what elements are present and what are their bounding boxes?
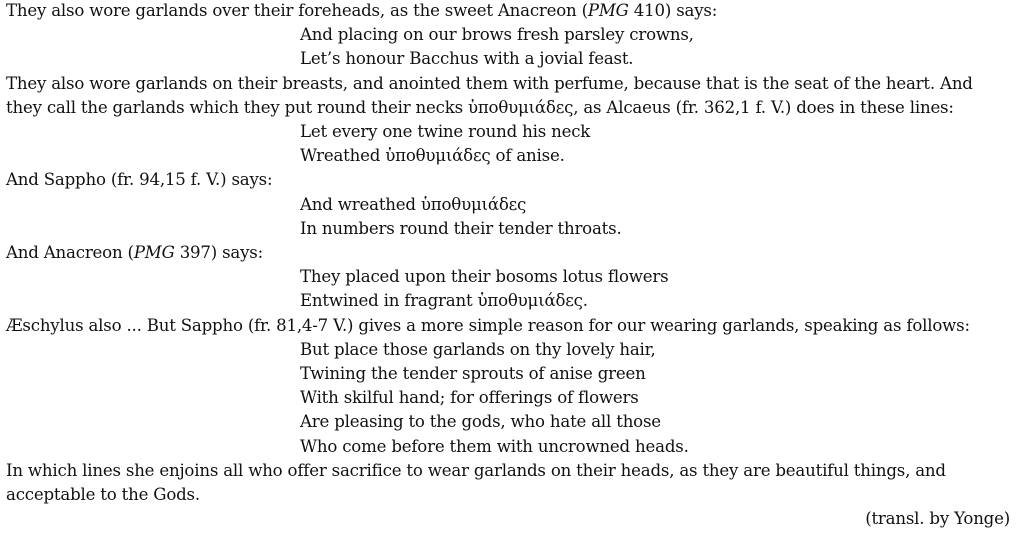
intro-text-after: 410) says: [628,1,718,20]
verse-line: But place those garlands on thy lovely hair, [300,339,656,359]
sappho-intro: And Sappho (fr. 94,15 f. V.) says: [6,170,273,190]
paragraph-line: they call the garlands which they put round their necks ὑποθυμιάδες, as Alcaeus (fr. 362,1 f. V.) does in these lines: [6,97,954,117]
verse-line: With skilful hand; for offerings of flowers [300,388,639,408]
verse-sappho-94 [6,193,1010,241]
intro-reference: PMG [587,1,629,20]
verse-line: Twining the tender sprouts of anise green [300,364,646,384]
verse-line: Entwined in fragrant ὑποθυμιάδες. [300,291,588,311]
verse-line: And placing on our brows fresh parsley crowns, [300,25,694,45]
translation-credit: (transl. by Yonge) [865,509,1010,529]
verse-line: Who come before them with uncrowned heads. [300,436,689,456]
anacreon-text-after: 397) says: [174,243,264,263]
verse-anacreon-410 [6,23,1010,71]
verse-line: Let every one twine round his neck [300,122,591,142]
verse-alcaeus [6,120,1010,168]
verse-line: In numbers round their tender throats. [300,218,622,238]
verse-line: Wreathed ὑποθυμιάδες of anise. [300,146,565,166]
intro-text-before: They also wore garlands over their foreheads, as the sweet Anacreon ( [6,1,588,20]
intro-line [6,0,1010,23]
closing-paragraph: In which lines she enjoins all who offer sacrifice to wear garlands on their heads, as they are beautiful things, and acceptable to the Gods. [6,460,946,505]
verse-line: They placed upon their bosoms lotus flowers [300,267,669,287]
anacreon-reference: PMG [133,243,175,263]
verse-line: Are pleasing to the gods, who hate all those [300,412,661,432]
verse-line: And wreathed ὑποθυμιάδες [300,194,527,214]
document-body [6,0,1010,531]
verse-line: Let’s honour Bacchus with a jovial feast. [300,49,634,69]
paragraph-line: They also wore garlands on their breasts, and anointed them with perfume, because that is the seat of the heart. And [6,73,973,93]
anacreon-text-before: And Anacreon ( [6,243,134,263]
anacreon-intro [6,241,1010,265]
verse-sappho-81 [6,338,1010,459]
verse-anacreon-397 [6,265,1010,313]
aeschylus-line: Æschylus also ... But Sappho (fr. 81,4-7 V.) gives a more simple reason for our wearing garlands, speaking as follows: [6,315,970,335]
